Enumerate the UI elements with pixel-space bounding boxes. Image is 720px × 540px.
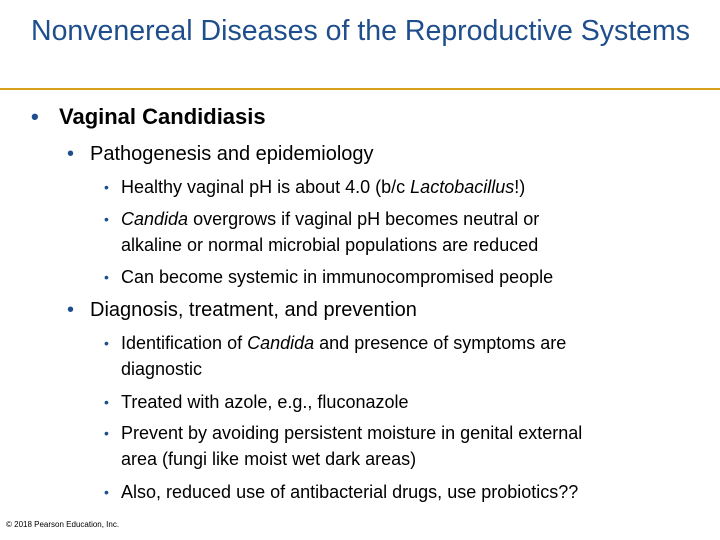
bullet-text-italic: Lactobacillus <box>410 177 515 197</box>
bullet-pathogenesis <box>67 141 374 167</box>
bullet-text-italic: Candida <box>247 333 315 353</box>
bullet-dot-icon: • <box>31 104 39 129</box>
bullet-dot-icon: • <box>67 299 75 321</box>
bullet-candida-overgrows <box>104 206 701 258</box>
title-divider <box>0 88 720 90</box>
bullet-dot-icon: • <box>67 143 75 165</box>
bullet-dot-icon: • <box>104 394 109 410</box>
bullet-dot-icon: • <box>104 211 109 227</box>
bullet-healthy-ph <box>104 174 701 200</box>
bullet-text-pre: Identification of <box>121 333 248 353</box>
bullet-systemic <box>104 264 701 290</box>
bullet-text-post: !) <box>514 177 526 197</box>
bullet-vaginal-candidiasis <box>31 104 266 130</box>
bullet-text-line1: Prevent by avoiding persistent moisture in genital external <box>121 423 583 443</box>
bullet-identification <box>104 330 701 382</box>
copyright-footer: © 2018 Pearson Education, Inc. <box>6 520 120 529</box>
bullet-dot-icon: • <box>104 179 109 195</box>
bullet-dot-icon: • <box>104 484 109 500</box>
bullet-dot-icon: • <box>104 335 109 351</box>
bullet-text-italic: Candida <box>121 209 189 229</box>
bullet-text-line1: overgrows if vaginal pH becomes neutral or <box>188 209 540 229</box>
bullet-dot-icon: • <box>104 425 109 441</box>
bullet-treated <box>104 389 701 415</box>
bullet-dot-icon: • <box>104 269 109 285</box>
bullet-text-line2: alkaline or normal microbial populations are reduced <box>121 235 539 255</box>
bullet-probiotics <box>104 479 701 505</box>
slide-title: Nonvenereal Diseases of the Reproductive Systems <box>31 15 690 47</box>
bullet-text-line2: diagnostic <box>121 359 203 379</box>
bullet-text: Vaginal Candidiasis <box>59 104 266 129</box>
bullet-text-line2: area (fungi like moist wet dark areas) <box>121 449 417 469</box>
bullet-text-line1: and presence of symptoms are <box>314 333 567 353</box>
bullet-text: Can become systemic in immunocompromised people <box>121 267 554 287</box>
bullet-prevent <box>104 420 701 472</box>
bullet-text: Diagnosis, treatment, and prevention <box>90 299 417 321</box>
bullet-text: Treated with azole, e.g., fluconazole <box>121 392 409 412</box>
bullet-text-pre: Healthy vaginal pH is about 4.0 (b/c <box>121 177 411 197</box>
bullet-text: Also, reduced use of antibacterial drugs, use probiotics?? <box>121 482 579 502</box>
bullet-diagnosis <box>67 297 417 323</box>
bullet-text: Pathogenesis and epidemiology <box>90 143 374 165</box>
